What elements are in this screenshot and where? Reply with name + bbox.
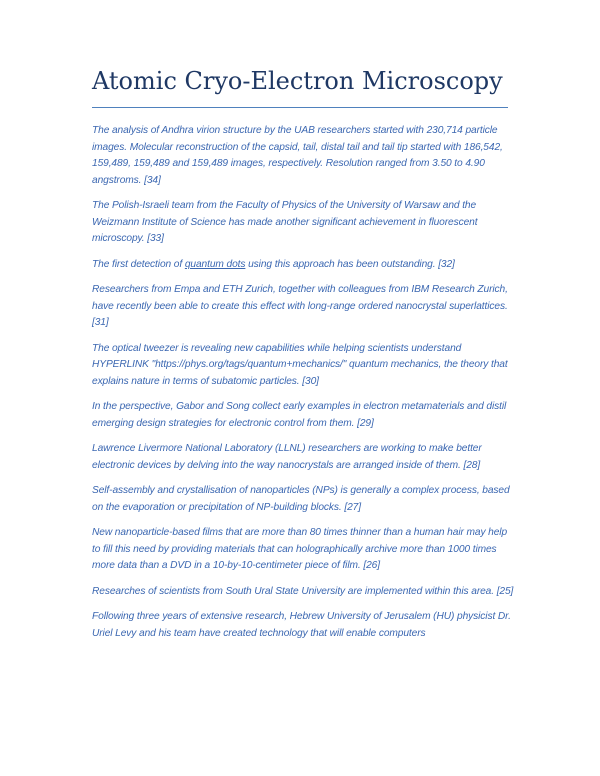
paragraph-nanoparticle-films: New nanoparticle-based films that are more than 80 times thinner than a human hair may help to fill this need by providing materials that can holographically archive more than 1000 times more data than a DVD in a 10-by-10-centimeter piece of film. [26] [92,527,508,571]
page-title: Atomic Cryo-Electron Microscopy [92,67,503,95]
paragraph-optical-tweezer: The optical tweezer is revealing new capabilities while helping scientists understand HYPERLINK "https://phys.org/tags/quantum+mechanics/" quantum mechanics, the theory that explains nature in terms of subatomic particles. [30] [92,342,508,387]
paragraph-empa-eth: Researchers from Empa and ETH Zurich, together with colleagues from IBM Research Zurich, have recently been able to create this effect with long-range ordered nanocrystal superlattices. [31] [92,284,508,328]
paragraph-gabor-song: In the perspective, Gabor and Song collect early examples in electron metamaterials and distil emerging design strategies for electronic control from them. [29] [92,401,507,429]
paragraph-self-assembly: Self-assembly and crystallisation of nanoparticles (NPs) is generally a complex process, based on the evaporation or precipitation of NP-building blocks. [27] [92,485,510,513]
paragraph-llnl: Lawrence Livermore National Laboratory (LLNL) researchers are working to make better electronic devices by delving into the way nanocrystals are arranged inside of them. [28] [92,443,482,471]
paragraph-andhra-virion: The analysis of Andhra virion structure by the UAB researchers started with 230,714 particle images. Molecular reconstruction of the capsid, tail, distal tail and tail tip started with 186,542, 159,489, 159,489 and 159,489 images, respectively. Resolution ranged from 3.50 to 4.90 angstroms. [34] [92,125,503,186]
title-divider [92,107,508,108]
paragraph-text: using this approach has been outstanding. [32] [245,258,455,270]
document-body [92,123,518,651]
paragraph-quantum-dots [92,257,518,274]
paragraph-hebrew-university: Following three years of extensive research, Hebrew University of Jerusalem (HU) physicist Dr. Uriel Levy and his team have created technology that will enable computers [92,611,511,639]
paragraph-polish-israeli-team: The Polish-Israeli team from the Faculty of Physics of the University of Warsaw and the Weizmann Institute of Science has made another significant achievement in fluorescent microscopy. [33] [92,200,478,244]
paragraph-text: The first detection of [92,258,185,270]
paragraph-south-ural: Researches of scientists from South Ural State University are implemented within this area. [25] [92,585,514,597]
quantum-dots-link[interactable]: quantum dots [184,258,246,270]
